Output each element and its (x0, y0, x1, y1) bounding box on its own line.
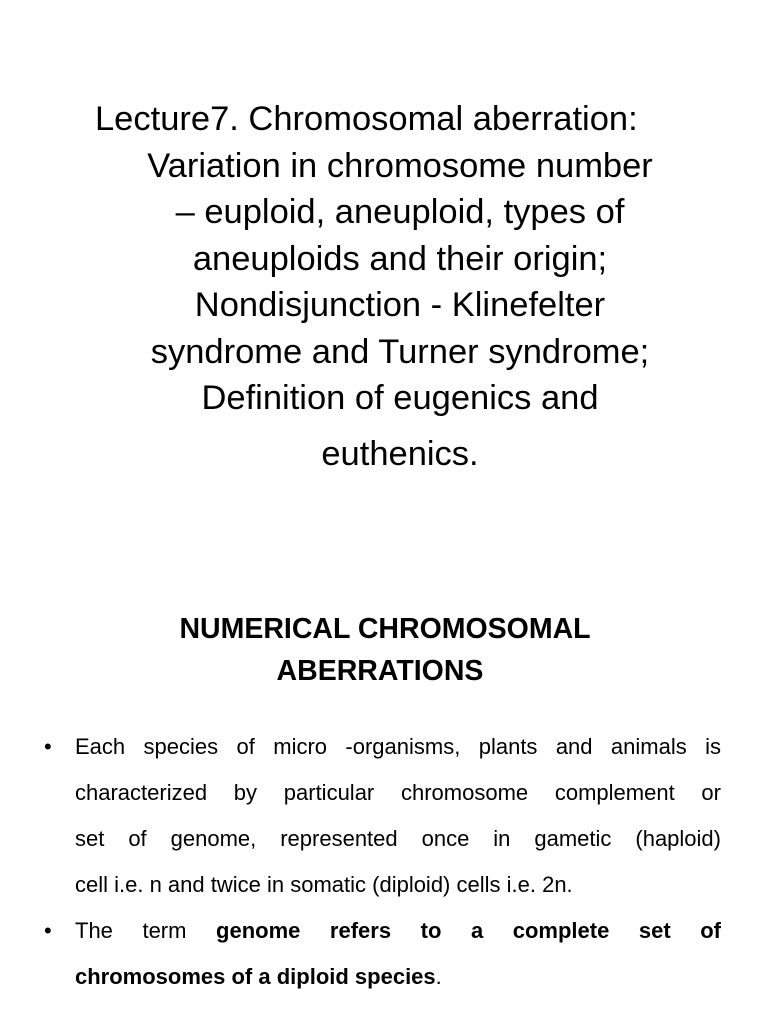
bullet-2-bold-1: genome refers to a complete set of (216, 918, 721, 943)
slide-title (80, 96, 720, 477)
bullet-1-line-2: characterized by particular chromosome complement or (75, 780, 721, 805)
heading-line-2: ABERRATIONS (276, 655, 484, 687)
section-heading (90, 608, 680, 692)
bullet-dot-icon: • (44, 734, 52, 759)
bullet-1-line-4: cell i.e. n and twice in somatic (diploid) cells i.e. 2n. (75, 872, 573, 897)
bullet-item-2 (44, 908, 721, 1000)
bullet-1-line-1: Each species of micro -organisms, plants and animals is (75, 734, 721, 759)
bullet-2-suffix: . (435, 964, 442, 989)
title-line-4: aneuploids and their origin; (192, 239, 608, 278)
bullet-2-line-1 (75, 908, 721, 954)
title-line-3: – euploid, aneuploid, types of (175, 193, 625, 231)
bullet-list (0, 724, 768, 1000)
bullet-item-1 (44, 724, 721, 908)
title-line-5: Nondisjunction - Klinefelter (194, 286, 606, 324)
heading-line-1: NUMERICAL CHROMOSOMAL (179, 613, 591, 645)
bullet-2-line-2 (75, 954, 721, 1000)
title-line-1: Lecture7. Chromosomal aberration: (95, 100, 638, 138)
title-line-6: syndrome and Turner syndrome; (150, 332, 650, 371)
bullet-2-bold-2: chromosomes of a diploid species (75, 964, 436, 989)
title-line-2: Variation in chromosome number (147, 146, 653, 185)
title-line-7: Definition of eugenics and (201, 379, 599, 417)
bullet-dot-icon: • (44, 918, 52, 943)
bullet-2-prefix: The term (75, 918, 187, 943)
title-line-8: euthenics. (321, 434, 479, 473)
bullet-1-line-3: set of genome, represented once in gametic (haploid) (75, 826, 721, 851)
